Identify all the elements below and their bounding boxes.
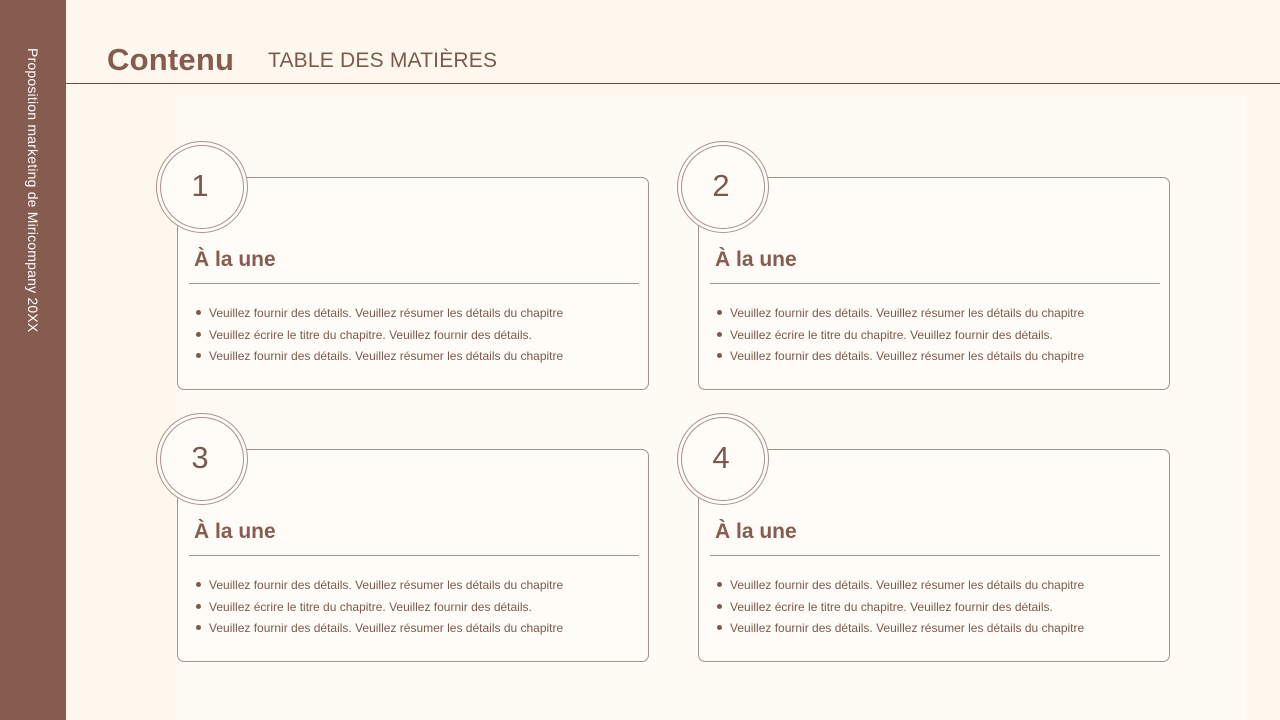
- section-bullet-list: [716, 577, 1084, 642]
- section-number-badge-3: [156, 413, 248, 505]
- bullet-item: Veuillez fournir des détails. Veuillez résumer les détails du chapitre: [195, 305, 563, 327]
- header: [66, 0, 1280, 84]
- bullet-item: Veuillez fournir des détails. Veuillez résumer les détails du chapitre: [195, 577, 563, 599]
- section-heading: À la une: [715, 520, 797, 543]
- section-card-3: [177, 449, 649, 662]
- bullet-item: Veuillez fournir des détails. Veuillez résumer les détails du chapitre: [716, 620, 1084, 642]
- side-band: [0, 0, 66, 720]
- header-divider: [66, 83, 1280, 84]
- section-number-badge-1: [156, 141, 248, 233]
- bullet-item: Veuillez écrire le titre du chapitre. Veuillez fournir des détails.: [195, 327, 563, 349]
- section-heading: À la une: [194, 248, 276, 271]
- section-number: 1: [191, 168, 209, 203]
- bullet-item: Veuillez fournir des détails. Veuillez résumer les détails du chapitre: [716, 305, 1084, 327]
- section-heading: À la une: [715, 248, 797, 271]
- section-number-badge-2: [677, 141, 769, 233]
- bullet-item: Veuillez fournir des détails. Veuillez résumer les détails du chapitre: [716, 348, 1084, 370]
- vertical-presentation-title: Proposition marketing de Miricompany 20XX: [25, 48, 41, 333]
- section-divider: [710, 283, 1160, 284]
- bullet-item: Veuillez fournir des détails. Veuillez résumer les détails du chapitre: [195, 620, 563, 642]
- section-number: 2: [712, 168, 730, 203]
- page-subtitle: TABLE DES MATIÈRES: [268, 49, 498, 72]
- section-bullet-list: [716, 305, 1084, 370]
- bullet-item: Veuillez écrire le titre du chapitre. Veuillez fournir des détails.: [716, 327, 1084, 349]
- section-number-badge-4: [677, 413, 769, 505]
- section-bullet-list: [195, 577, 563, 642]
- bullet-item: Veuillez fournir des détails. Veuillez résumer les détails du chapitre: [195, 348, 563, 370]
- bullet-item: Veuillez fournir des détails. Veuillez résumer les détails du chapitre: [716, 577, 1084, 599]
- page-title: Contenu: [107, 42, 235, 77]
- section-heading: À la une: [194, 520, 276, 543]
- bullet-item: Veuillez écrire le titre du chapitre. Veuillez fournir des détails.: [716, 599, 1084, 621]
- section-divider: [189, 555, 639, 556]
- section-number: 3: [191, 440, 209, 475]
- section-divider: [189, 283, 639, 284]
- section-divider: [710, 555, 1160, 556]
- section-bullet-list: [195, 305, 563, 370]
- bullet-item: Veuillez écrire le titre du chapitre. Veuillez fournir des détails.: [195, 599, 563, 621]
- section-card-4: [698, 449, 1170, 662]
- section-card-1: [177, 177, 649, 390]
- section-card-2: [698, 177, 1170, 390]
- section-number: 4: [712, 440, 730, 475]
